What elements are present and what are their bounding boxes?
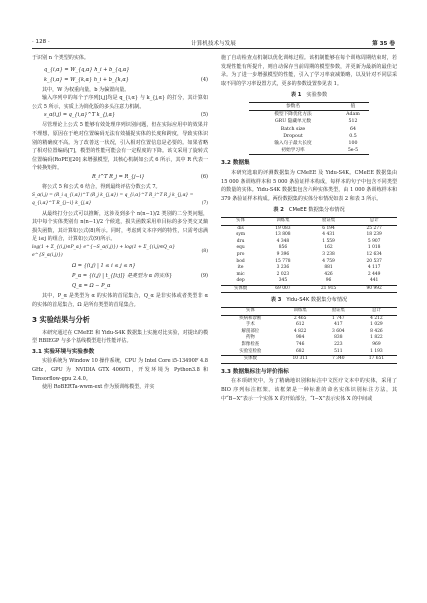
- table-row: [221, 272, 397, 279]
- paragraph: 其中，W 为权重向量，b 为偏置向量。: [42, 86, 130, 93]
- right-column: [221, 54, 397, 403]
- table-cell: 实体数: [221, 356, 280, 364]
- table-row: [249, 126, 369, 133]
- equation-text: 实验参数: [306, 92, 328, 99]
- table-header-row: [221, 217, 397, 225]
- equation-text: P_α = {(i,j) | t_{[i:j]} 是类型为 α 的实体}: [72, 272, 173, 279]
- equation-5: [32, 111, 208, 121]
- table-row: [249, 133, 369, 140]
- equation-text: 表 3: [270, 297, 282, 304]
- table-cell: 8 426: [370, 328, 383, 334]
- table-row: [221, 259, 397, 266]
- table-cell: 4 212: [370, 315, 383, 321]
- table-caption: [221, 91, 397, 100]
- table-cell: 4 348: [276, 238, 290, 244]
- table-cell: 64: [350, 126, 356, 132]
- table-total-row: [221, 356, 397, 364]
- table-cell: 612: [295, 322, 305, 328]
- table-cell: 1 193: [370, 348, 383, 354]
- table-cell: 4 759: [322, 258, 335, 264]
- equation-4b: [32, 76, 208, 86]
- table-cell: 746: [295, 342, 305, 348]
- equation-text: S_α(i,j) = (R_i q_{i,α})^T (R_j k_{j,α}) = q_{i,α}^T R_i^T R_j k_{j,α} = q_{i,α}^T R_{j−i} k_{j,α}: [32, 192, 194, 206]
- table-row: [221, 278, 397, 285]
- table-caption: [221, 296, 397, 305]
- paragraph: 施了自动检查点机制以优化训练过程。该机制能够在每个训练周期结束时，若发现性能有所提升，则自动保存当前周期的模型参数，并更新为最新的最佳记录。为了进一步增强模型的性能，引入了学习率衰减策略，以及针对不同层采取不同的学习率设置方式，更多的参数设置参见表 1。: [221, 55, 397, 87]
- section-heading: 3 实验结果与分析: [32, 315, 90, 325]
- table-cell: 实验室检验: [239, 348, 262, 354]
- equation-text: R_i^T R_j = R_{j−i}: [92, 173, 145, 180]
- equation-6: [32, 173, 208, 183]
- table-cell: 影像检查: [241, 342, 260, 348]
- table-cell: 15 778: [275, 258, 291, 264]
- table-header-row: [249, 102, 369, 110]
- equation-9c: [32, 282, 208, 292]
- paragraph: 将公式 5 和公式 6 结合，得到最终评估分数公式 7。: [42, 183, 161, 190]
- table-cell: 417: [334, 322, 343, 328]
- table-cell: equ: [236, 245, 245, 251]
- table-header-cell: 值: [337, 102, 369, 110]
- table-row: [221, 239, 397, 246]
- table-cell: 2 023: [276, 271, 290, 277]
- table-cell: 100: [348, 140, 358, 146]
- table-cell: 5 907: [367, 238, 381, 244]
- table-cell: 17 651: [356, 356, 397, 364]
- table-cell: 96: [325, 278, 332, 284]
- table-cell: 2 465: [293, 315, 307, 321]
- table-cell: 21 915: [306, 285, 352, 293]
- table-cell: 3 238: [322, 251, 335, 257]
- table-cell: 1 559: [322, 238, 335, 244]
- table-cell: 838: [334, 335, 343, 341]
- table-cell: mic: [236, 271, 245, 277]
- table-row: [221, 342, 397, 349]
- table-row: [221, 322, 397, 329]
- paragraph: 在本项研究中，为了精确地识别和标注中文医疗文本中的实体，采用了 BIO 序列标注框架。该框架是一种标准的命名实体识别标注方法，其中“B−X”表示一个实体 X 的开始部分，“I−X”表示实体 X 的中间或: [221, 378, 397, 402]
- table-cell: 2 449: [367, 271, 381, 277]
- equation-text: s_α(i,j) = q_{i,α}^T k_{j,α}: [44, 112, 116, 119]
- table-row: [221, 225, 397, 232]
- table-row: [221, 232, 397, 239]
- table-cell: 25 277: [366, 225, 382, 231]
- table-row: [221, 252, 397, 259]
- table-cell: 1 018: [367, 245, 381, 251]
- table-cell: 511: [334, 348, 343, 354]
- left-column: [32, 54, 208, 392]
- table-cell: 手术: [245, 322, 255, 328]
- table-header-row: [221, 308, 397, 316]
- table-cell: 426: [324, 271, 333, 277]
- equation-text: 表 1: [290, 92, 302, 99]
- equation-number: (8): [201, 248, 208, 254]
- equation-text: 表 2: [273, 207, 284, 214]
- subsection-heading: 3.1 实验环境与实验参数: [32, 348, 95, 355]
- equation-4a: [32, 66, 208, 76]
- table-cell: 实体: [221, 217, 260, 225]
- table-cell: 345: [278, 278, 288, 284]
- table-cell: 969: [372, 342, 381, 348]
- equation-text: Q_α = Ω − P_α: [72, 282, 111, 289]
- table-cell: 69 007: [260, 285, 306, 293]
- table-cell: 856: [278, 245, 288, 251]
- table-cell: 162: [324, 245, 333, 251]
- table-cell: 90 992: [351, 285, 397, 293]
- table-cell: Adam: [346, 112, 360, 118]
- equation-9a: [32, 262, 208, 272]
- page-number: · 128 ·: [32, 39, 50, 45]
- table-cell: pro: [236, 251, 245, 257]
- table-cell: 20 537: [366, 258, 382, 264]
- table-cell: 7 340: [321, 356, 356, 364]
- table-cell: sym: [236, 232, 246, 238]
- equation-number: (9): [200, 272, 208, 279]
- table-row: [221, 245, 397, 252]
- equation-number: (4): [200, 76, 208, 83]
- table-caption: [221, 206, 397, 215]
- table-cell: 0.5: [349, 133, 357, 139]
- table-cell: 4 431: [322, 232, 335, 238]
- table-cell: 验证集: [306, 217, 352, 225]
- table-cell: 682: [295, 348, 305, 354]
- table-cell: 总计: [351, 217, 397, 225]
- table-cell: 18 239: [366, 232, 382, 238]
- table-cell: 4 117: [367, 265, 381, 271]
- table-row: [249, 111, 369, 119]
- equation-9b: [32, 272, 208, 282]
- table-cell: 4 822: [293, 328, 307, 334]
- journal-title: 计算机技术与发展: [191, 41, 236, 47]
- yidu-table: [221, 307, 397, 364]
- table-row: [249, 147, 369, 155]
- table-cell: 总计: [356, 308, 397, 316]
- table-cell: 1 822: [370, 335, 383, 341]
- params-table: [249, 102, 369, 155]
- table-cell: 881: [324, 265, 333, 271]
- page-header: [32, 36, 395, 49]
- equation-text: log(1 + Σ_{(i,j)∈P_α} e^{−S_α(i,j)}) + log(1 + Σ_{(i,j)∈Q_α} e^{S_α(i,j)}): [32, 244, 176, 258]
- table-total-row: [221, 285, 397, 293]
- paragraph: 输入序列中的每个子序列[i,j]均是 q_{i,α} 与 k_{j,α} 的打分，其计算如公式 5 所示，实质上为简化版的多头注意力机制。: [32, 95, 208, 110]
- table-cell: 13 808: [275, 232, 291, 238]
- table-cell: 验证集: [321, 308, 356, 316]
- table-cell: 1 747: [332, 315, 345, 321]
- table-cell: GRU 隐藏单元数: [274, 119, 312, 125]
- table-cell: 训练集: [280, 308, 321, 316]
- table-cell: 解剖部位: [241, 328, 260, 334]
- table-cell: dep: [236, 278, 245, 284]
- paragraph: 本研究通过在 CMeEE 和 Yidu-S4K 数据集上实施对比实验，对提出的模型 RBIEGP 与多个基线模型进行性能评估。: [32, 329, 208, 345]
- equation-8: [32, 244, 208, 262]
- equation-text: Yidu-S4K 数据集分布情况: [286, 297, 348, 304]
- table-cell: dis: [237, 225, 244, 231]
- table-cell: 9 396: [276, 251, 290, 257]
- subsection-heading: 3.3 数据集标注与评价指标: [221, 368, 289, 375]
- table-cell: 实体数: [221, 285, 260, 293]
- paragraph: 使用 RoBERTa-wwm-ext 作为预训练模型，并实: [42, 384, 155, 391]
- table-cell: ite: [237, 265, 244, 271]
- table-cell: 实体: [221, 308, 280, 316]
- table-cell: 训练集: [260, 217, 306, 225]
- equation-text: Ω = {(i,j) | 1 ≤ i ≤ j ≤ n}: [72, 262, 136, 269]
- table-cell: 模型下降优化方法: [274, 112, 312, 118]
- equation-text: CMeEE 数据集分布情况: [288, 207, 345, 214]
- table-cell: 3 236: [276, 265, 290, 271]
- paragraph: 尽管理论上公式 5 能够有效处理序列识别问题，但在实际应用中的效果并不理想，原因在于绝对位置编码无法有效捕捉实体的长度和跨度，导致实体识别的精确度不高。为了改善这一状况，引入相对位置信息是必要的。如果省略了相对位置编码[7]，模型的性能可能会有一定程度的下降。该文采用了旋转式位置编码(RoPE)[20] 来增强模型，其核心机制如公式 6 所示，其中 R 代表一个转换矩阵。: [32, 122, 208, 172]
- equation-number: (6): [200, 173, 208, 180]
- table-cell: 441: [369, 278, 379, 284]
- table-cell: 疾病和诊断: [239, 315, 262, 321]
- volume-label: 第 35 卷: [372, 41, 395, 47]
- table-row: [249, 140, 369, 147]
- table-row: [221, 265, 397, 272]
- equation-7: [32, 192, 208, 210]
- table-cell: 3 604: [332, 328, 345, 334]
- table-cell: Dropout: [283, 133, 303, 139]
- equation-text: q_{i,α} = W_{q,α} h_i + b_{q,α}: [44, 66, 130, 73]
- table-cell: 输入句子最大长度: [274, 140, 312, 146]
- table-cell: 10 311: [280, 356, 321, 364]
- equation-text: k_{i,α} = W_{k,α} h_i + b_{k,α}: [44, 76, 129, 83]
- equation-number: (5): [200, 112, 208, 119]
- paragraph: 从最终打分公式可以推断，这涉及到多个 n(n−1)/2 类别的二分类问题，其中每个实体类别有 n(n−1)/2 个候选，损失函数采用单目标的多分类交叉熵损失函数，其计算如公式(8)所示。同时，考虑到文本序列的特性，只需考虑满足 i≤j 的组合，计算如公式(9)所示。: [32, 210, 208, 243]
- paragraph: 其中，P_α 是类型为 α 的实体的首尾集合，Q_α 是非实体或者类型非 α 的实体的首尾集合，Ω 是所有类型的首尾集合。: [32, 292, 208, 308]
- table-cell: 5e-5: [337, 147, 369, 155]
- table-row: [221, 349, 397, 356]
- cmeee-table: [221, 217, 397, 294]
- table-header-cell: 参数名: [249, 102, 337, 110]
- table-cell: 984: [295, 335, 305, 341]
- table-cell: 药物: [245, 335, 255, 341]
- subsection-heading: 3.2 数据集: [221, 160, 250, 167]
- paragraph: 本研究选取的评测数据集为 CMeEE 及 Yidu-S4K。CMeEE 数据集由 15 000 条训练样本和 5 000 条验证样本构成，每样本的句子中包含不同类型的数量的实体。Yidu-S4K 数据集包含六种实体类型，由 1 000 条训练样本和 379 条验证样本构成。两份数据集的实体分布情况如表 2 和表 3 所示。: [221, 169, 397, 202]
- table-row: [249, 118, 369, 125]
- table-cell: bod: [236, 258, 245, 264]
- table-cell: 12 634: [366, 251, 382, 257]
- table-cell: 512: [348, 119, 358, 125]
- table-cell: 初始学习率: [249, 147, 337, 155]
- equation-number: (7): [201, 200, 208, 206]
- table-cell: 223: [334, 342, 343, 348]
- paragraph: 于识别 n 个类型的实体。: [32, 55, 89, 61]
- table-cell: 19 083: [275, 225, 291, 231]
- table-cell: dru: [236, 238, 245, 244]
- table-cell: 6 194: [322, 225, 335, 231]
- paragraph: 实验系统为 Window 10 操作系统，CPU 为 Intel Core i5-13490F 4.8 GHz，GPU 为 NVIDIA GTX 4060Ti，开发环境为 Python3.8 和 Tensorflow-gpu 2.4.0。: [32, 358, 208, 382]
- table-cell: 1 029: [370, 322, 383, 328]
- table-cell: Batch size: [280, 126, 306, 132]
